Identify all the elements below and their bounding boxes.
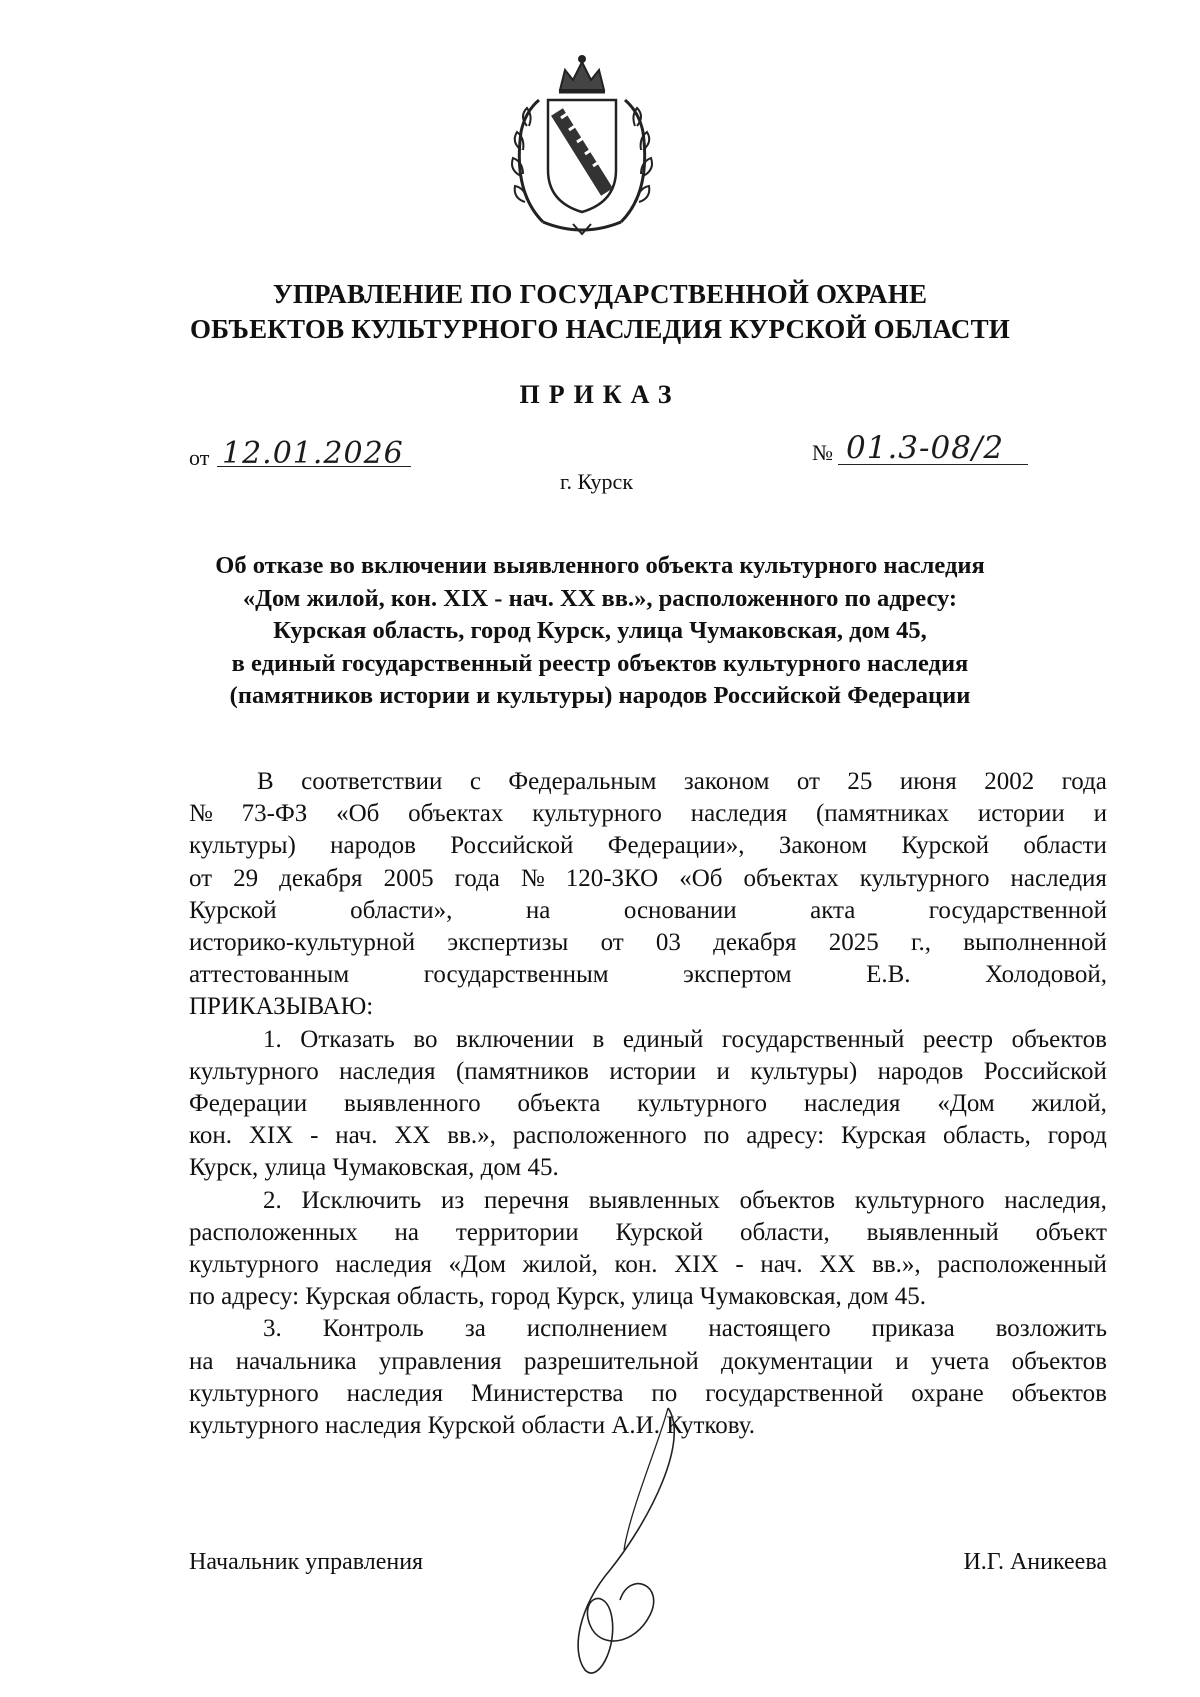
title-line: в единый государственный реестр объектов культурного наследия xyxy=(231,649,969,677)
body-word: по xyxy=(703,1122,730,1150)
body-word: культурного xyxy=(189,1379,319,1407)
body-word: жилой, xyxy=(1031,1090,1107,1118)
body-word: наследия, xyxy=(1004,1186,1107,1214)
body-word: культурного xyxy=(189,1057,319,1085)
body-word: возложить xyxy=(995,1315,1107,1343)
body-line xyxy=(189,959,1107,991)
body-word: культурного xyxy=(637,1090,767,1118)
body-word: законом xyxy=(683,768,770,795)
handwritten-signature xyxy=(540,1400,720,1690)
body-word: Холодовой, xyxy=(985,961,1107,989)
body-word: декабря xyxy=(279,864,363,892)
body-word: - xyxy=(310,1122,319,1150)
body-word: государственным xyxy=(423,961,609,989)
body-word: 2005 xyxy=(383,864,434,892)
title-line: Об отказе во включении выявленного объекта культурного наследия xyxy=(215,552,985,579)
body-word: и xyxy=(895,1347,909,1375)
title-line: «Дом жилой, кон. XIX - нач. XX вв.», расположенного по адресу: xyxy=(242,584,958,612)
body-word: нач. xyxy=(760,1251,803,1279)
body-word: культуры) xyxy=(189,832,296,860)
body-word: XX xyxy=(819,1251,856,1279)
body-word: года xyxy=(1061,768,1107,795)
body-line: ПРИКАЗЫВАЮ: xyxy=(189,993,374,1021)
body-line xyxy=(189,863,1107,895)
body-word: от xyxy=(796,768,820,795)
body-word: за xyxy=(464,1315,486,1343)
body-line xyxy=(189,1346,1107,1378)
body-word: области», xyxy=(350,896,453,924)
body-word: Федерации», xyxy=(607,832,745,860)
body-word: г., xyxy=(911,929,931,957)
number-label: № xyxy=(812,440,833,465)
body-word: народов xyxy=(330,832,416,860)
body-word: наследия xyxy=(335,1251,432,1279)
body-line xyxy=(189,927,1107,959)
body-word: включении xyxy=(456,1025,574,1053)
signer-position: Начальник управления xyxy=(189,1549,424,1575)
body-word: 3. xyxy=(263,1315,282,1343)
body-word: Курской xyxy=(615,1218,704,1246)
body-word: жилой, xyxy=(522,1251,598,1279)
body-word: Отказать xyxy=(300,1025,395,1053)
body-word: Курская xyxy=(840,1122,927,1150)
body-word: в xyxy=(592,1025,605,1053)
body-word: «Об xyxy=(679,864,723,892)
body-word: выполненной xyxy=(963,929,1107,957)
body-word: № xyxy=(189,800,213,828)
body-word: Исключить xyxy=(301,1186,422,1214)
body-word: Контроль xyxy=(322,1315,424,1343)
body-line xyxy=(189,1088,1107,1120)
body-word: от xyxy=(189,864,213,892)
body-word: управления xyxy=(378,1347,502,1375)
body-word: наследия xyxy=(346,1379,444,1407)
body-word: кон. xyxy=(614,1251,658,1279)
body-word: учета xyxy=(930,1347,990,1375)
body-word: культурного xyxy=(189,1251,319,1279)
body-word: Министерства xyxy=(470,1379,624,1407)
body-word: XIX xyxy=(674,1251,719,1279)
body-word: Курской xyxy=(189,896,277,924)
body-word: расположенного xyxy=(512,1122,687,1150)
body-line: по адресу: Курская область, город Курск, улица Чумаковская, дом 45. xyxy=(189,1283,927,1311)
coat-of-arms-emblem xyxy=(503,52,661,238)
body-word: во xyxy=(413,1025,438,1053)
body-word: области xyxy=(1023,832,1107,860)
body-word: вв.», xyxy=(447,1122,496,1150)
body-word: истории xyxy=(977,800,1065,828)
body-word: объекта xyxy=(517,1090,601,1118)
body-word: экспертизы xyxy=(447,929,569,957)
body-word: культурного xyxy=(854,1186,985,1214)
document-type: ПРИКАЗ xyxy=(519,380,681,409)
body-word: аттестованным xyxy=(189,961,350,989)
body-word: 2. xyxy=(263,1186,282,1214)
number-value: 01.3-08/2 xyxy=(846,430,1005,466)
body-word: вв.», xyxy=(872,1251,921,1279)
body-word: 25 xyxy=(847,768,873,795)
body-word: «Об xyxy=(336,800,380,828)
body-word: (памятниках xyxy=(815,800,950,828)
body-word: адресу: xyxy=(746,1122,825,1150)
body-word: с xyxy=(469,768,481,795)
body-word: культурного xyxy=(532,800,662,828)
body-word: государственной xyxy=(928,896,1107,924)
body-word: объектах xyxy=(408,800,504,828)
title-line: Курская область, город Курск, улица Чумаковская, дом 45, xyxy=(273,617,927,644)
body-word: нач. xyxy=(335,1122,378,1150)
body-word: из xyxy=(441,1186,465,1214)
body-line: Курск, улица Чумаковская, дом 45. xyxy=(189,1154,559,1182)
body-word: декабря xyxy=(713,929,797,957)
body-word: государственный xyxy=(721,1025,905,1053)
body-word: года xyxy=(454,864,500,892)
city: г. Курск xyxy=(560,469,634,494)
body-word: охране xyxy=(911,1379,984,1407)
body-word: Законом xyxy=(778,832,868,860)
organization-name-line2: ОБЪЕКТОВ КУЛЬТУРНОГО НАСЛЕДИЯ КУРСКОЙ ОБЛАСТИ xyxy=(189,314,1010,344)
body-word: культуры) xyxy=(750,1057,858,1085)
body-word: по xyxy=(651,1379,678,1407)
body-word: область, xyxy=(943,1122,1031,1150)
body-word: 29 xyxy=(233,864,259,892)
body-line xyxy=(189,1056,1107,1088)
body-word: выявленного xyxy=(344,1090,481,1118)
body-word: расположенный xyxy=(937,1251,1107,1279)
body-word: (памятников xyxy=(455,1057,589,1085)
body-word: Е.В. xyxy=(866,961,911,989)
body-word: 73-ФЗ xyxy=(241,800,308,828)
document-title xyxy=(150,550,1050,713)
body-word: расположенных xyxy=(189,1218,358,1246)
body-word: В xyxy=(257,768,274,795)
body-word: экспертом xyxy=(683,961,792,989)
body-word: Федеральным xyxy=(508,768,657,795)
body-word: - xyxy=(735,1251,744,1279)
body-word: 03 xyxy=(655,929,681,957)
body-word: наследия xyxy=(690,800,788,828)
body-word: от xyxy=(600,929,624,957)
body-word: народов xyxy=(877,1057,964,1085)
date-value: 12.01.2026 xyxy=(222,436,404,471)
body-word: акта xyxy=(810,896,856,924)
body-word: культурного xyxy=(859,864,990,892)
body-word: объект xyxy=(1035,1218,1107,1246)
body-line xyxy=(189,1024,1107,1056)
body-word: № xyxy=(520,864,545,892)
body-line xyxy=(189,1120,1107,1152)
body-word: перечня xyxy=(484,1186,569,1214)
body-word: выявленных xyxy=(588,1186,720,1214)
body-line xyxy=(189,1185,1107,1217)
body-word: «Дом xyxy=(448,1251,506,1279)
body-line xyxy=(189,895,1107,927)
body-word: на xyxy=(394,1218,420,1246)
body-word: области, xyxy=(739,1218,830,1246)
body-word: Российской xyxy=(983,1057,1107,1085)
body-word: объектов xyxy=(739,1186,835,1214)
body-word: историко-культурной xyxy=(189,929,416,957)
body-word: Федерации xyxy=(189,1090,308,1118)
body-line xyxy=(189,1313,1107,1345)
body-word: наследия xyxy=(803,1090,901,1118)
body-word: XX xyxy=(394,1122,431,1150)
body-word: исполнением xyxy=(526,1315,668,1343)
body-word: Российской xyxy=(450,832,574,860)
body-word: основании xyxy=(623,896,737,924)
body-word: и xyxy=(1093,800,1107,828)
body-word: реестр xyxy=(922,1025,994,1053)
body-word: 2002 xyxy=(984,768,1035,795)
date-label: от xyxy=(189,445,210,470)
body-word: территории xyxy=(455,1218,579,1246)
body-word: Курской xyxy=(901,832,990,860)
body-line xyxy=(189,766,1107,798)
body-word: и xyxy=(716,1057,730,1085)
body-line: культурного наследия Курской области А.И. Куткову. xyxy=(189,1412,756,1440)
body-word: на xyxy=(189,1347,214,1375)
body-word: объектах xyxy=(743,864,839,892)
signer-name: И.Г. Аникеева xyxy=(963,1549,1107,1575)
body-line xyxy=(189,798,1107,830)
body-word: выявленный xyxy=(866,1218,999,1246)
body-word: кон. xyxy=(189,1122,233,1150)
body-word: настоящего xyxy=(708,1315,831,1343)
body-word: приказа xyxy=(871,1315,955,1343)
body-word: начальника xyxy=(235,1347,357,1375)
body-word: «Дом xyxy=(937,1090,995,1118)
document-body xyxy=(189,766,1107,1442)
organization-name-line1: УПРАВЛЕНИЕ ПО ГОСУДАРСТВЕННОЙ ОХРАНЕ xyxy=(272,279,928,309)
body-word: наследия xyxy=(1010,864,1107,892)
body-word: государственной xyxy=(705,1379,884,1407)
title-line: (памятников истории и культуры) народов Российской Федерации xyxy=(229,682,971,709)
body-word: июня xyxy=(899,768,957,795)
body-word: 2025 xyxy=(828,929,879,957)
body-line xyxy=(189,1249,1107,1281)
body-word: истории xyxy=(609,1057,697,1085)
body-line xyxy=(189,1217,1107,1249)
body-word: объектов xyxy=(1011,1347,1107,1375)
body-line xyxy=(189,830,1107,862)
body-word: объектов xyxy=(1011,1379,1107,1407)
body-word: документации xyxy=(721,1347,873,1375)
body-word: объектов xyxy=(1011,1025,1107,1053)
body-word: город xyxy=(1047,1122,1107,1150)
body-word: разрешительной xyxy=(523,1347,699,1375)
body-word: наследия xyxy=(339,1057,436,1085)
body-word: 1. xyxy=(263,1025,282,1053)
body-word: единый xyxy=(622,1025,704,1053)
body-word: соответствии xyxy=(301,768,443,795)
body-word: XIX xyxy=(248,1122,294,1150)
body-word: на xyxy=(525,896,551,924)
body-word: 120-ЗКО xyxy=(565,864,659,892)
